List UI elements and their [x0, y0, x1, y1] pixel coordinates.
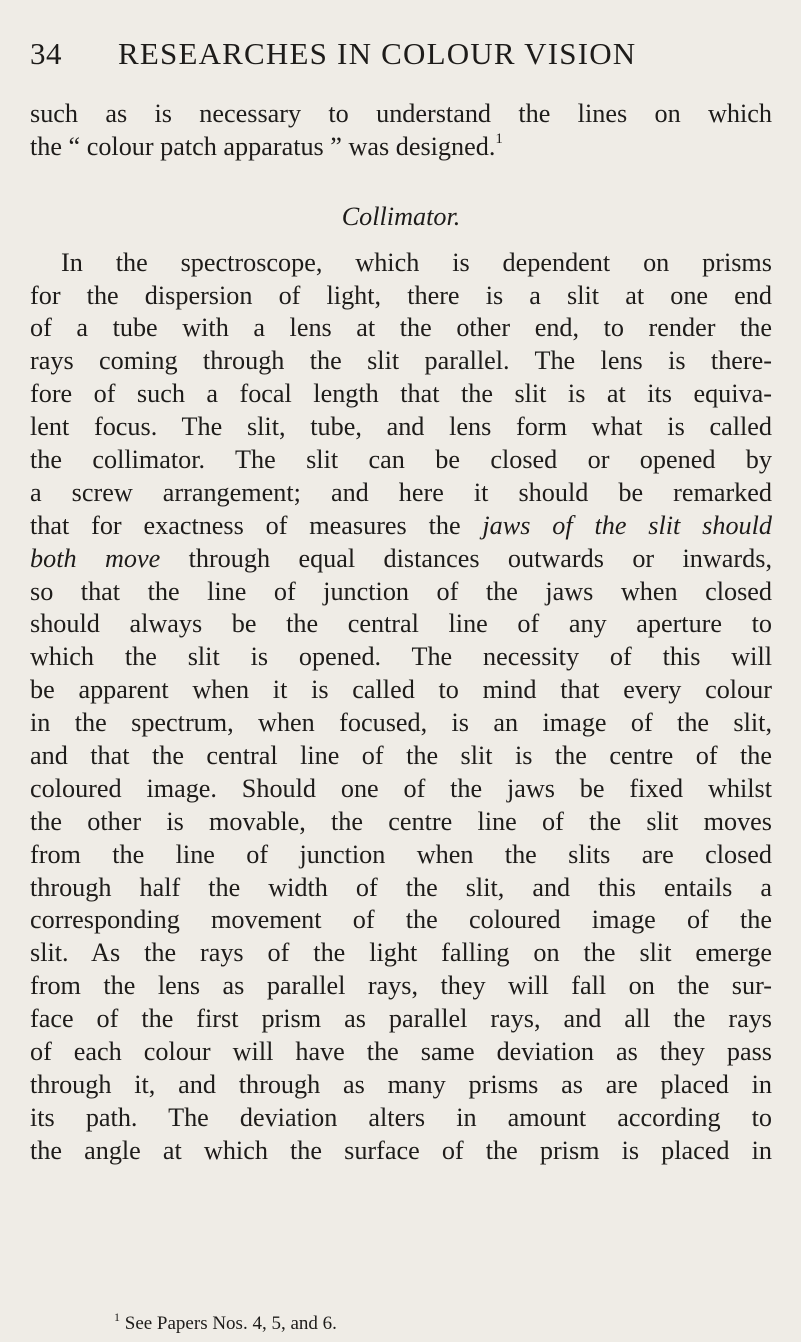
italic-phrase: both move [30, 543, 161, 573]
footnote-marker: 1 [114, 1310, 120, 1324]
text-line: slit. As the rays of the light falling on the slit emerge [30, 938, 772, 968]
text-line: such as is necessary to understand the lines on which [30, 99, 772, 128]
text-line: should always be the central line of any aperture to [30, 609, 772, 639]
text-line: the collimator. The slit can be closed or opened by [30, 445, 772, 475]
text-line: fore of such a focal length that the slit is at its equiva- [30, 379, 772, 409]
text-line: the angle at which the surface of the prism is placed in [30, 1135, 772, 1165]
text-line: the other is movable, the centre line of the slit moves [30, 806, 772, 836]
page-header [30, 36, 765, 80]
text-fragment: that for exactness of measures the [30, 510, 483, 540]
text-line: in the spectrum, when focused, is an image of the slit, [30, 708, 772, 738]
text-line: which the slit is opened. The necessity of this will [30, 642, 772, 672]
footnote-text: See Papers Nos. 4, 5, and 6. [124, 1313, 337, 1334]
running-head: RESEARCHES IN COLOUR VISION [118, 36, 637, 71]
text-line [30, 510, 772, 543]
text-line: and that the central line of the slit is the centre of the [30, 741, 772, 771]
section-heading: Collimator. [341, 201, 461, 231]
text-line: coloured image. Should one of the jaws be fixed whilst [30, 773, 772, 803]
body-text [30, 98, 772, 1168]
text-line: from the lens as parallel rays, they will fall on the sur- [30, 971, 772, 1001]
text-line: for the dispersion of light, there is a slit at one end [30, 280, 772, 310]
text-line: corresponding movement of the coloured image of the [30, 905, 772, 935]
text-line: a screw arrangement; and here it should be remarked [30, 477, 772, 507]
text-line: from the line of junction when the slits are closed [30, 839, 772, 869]
text-line: lent focus. The slit, tube, and lens form what is called [30, 412, 772, 442]
text-line [30, 131, 772, 164]
text-line: through it, and through as many prisms as are placed in [30, 1069, 772, 1099]
footnote [114, 1310, 337, 1335]
text-line: of each colour will have the same deviation as they pass [30, 1037, 772, 1067]
italic-phrase: jaws of the slit should [482, 510, 772, 540]
text-line: rays coming through the slit parallel. The lens is there- [30, 346, 772, 376]
page-number: 34 [30, 36, 62, 71]
text-fragment: the “ colour patch apparatus ” was designed. [30, 131, 496, 161]
text-line: face of the first prism as parallel rays, and all the rays [30, 1004, 772, 1034]
footnote-reference: 1 [495, 130, 503, 147]
text-line: In the spectroscope, which is dependent on prisms [61, 247, 772, 277]
text-line: so that the line of junction of the jaws when closed [30, 576, 772, 606]
text-line: its path. The deviation alters in amount according to [30, 1102, 772, 1132]
text-line [30, 543, 772, 576]
text-line: through half the width of the slit, and this entails a [30, 872, 772, 902]
text-fragment: through equal distances outwards or inwards, [160, 543, 772, 573]
text-line: of a tube with a lens at the other end, to render the [30, 313, 772, 343]
text-line: be apparent when it is called to mind that every colour [30, 675, 772, 705]
